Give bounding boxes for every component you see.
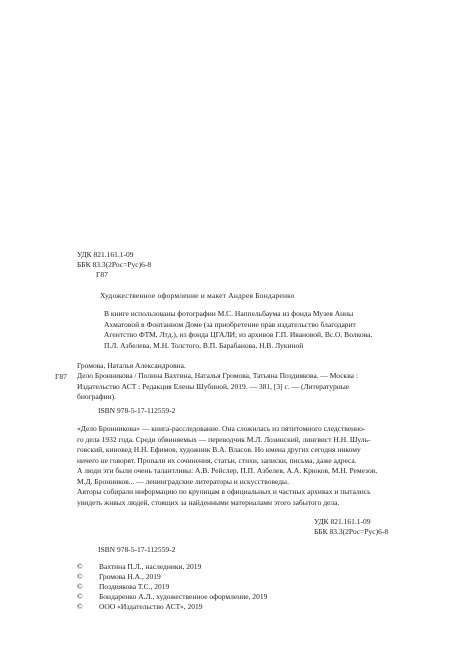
author-heading: Громова, Наталья Александровна.	[77, 361, 186, 370]
copyright-row	[77, 592, 267, 602]
photo-credit-line: Ахматовой в Фонтанном Доме (за приобретение прав издательство благодарит	[104, 319, 356, 329]
copyright-holder: ООО «Издательство АСТ», 2019	[99, 602, 203, 611]
photo-credit-line: Агентство ФТМ, Лтд.), из фонда ЦГАЛИ; из архивов Г.П. Ивановой, Вс.О. Волкова,	[104, 330, 373, 339]
side-author-mark: Г87	[55, 372, 67, 381]
annotation-line: А люди эти были очень талантливы: А.В. Рейслер, П.П. Азбелев, А.А. Крюков, М.Н. Ремезов,	[77, 466, 378, 475]
biblio-line: Дело Бронникова / Полина Вахтина, Наталья Громова, Татьяна Поздиякова. — Москва :	[77, 371, 358, 380]
annotation-line: увидеть живых людей, стоящих за найденными материалами этого забытого дела.	[77, 497, 340, 507]
copyright-holder: Бондаренко А.Л., художественное оформление, 2019	[99, 592, 268, 601]
photo-credit	[104, 309, 372, 351]
copyright-row	[77, 562, 201, 572]
annotation-line: го дела 1932 года. Среди обвиняемых — переводчик М.Л. Лозинский, лингвист Н.Н. Шуль-	[77, 434, 371, 444]
copyright-row	[77, 602, 203, 612]
udk-code: УДК 821.161.1-09	[77, 250, 134, 259]
isbn-top: ISBN 978-5-17-112559-2	[98, 406, 176, 415]
copyright-symbol: ©	[77, 572, 83, 581]
copyright-holder: Поздиякова Т.С., 2019	[99, 582, 170, 591]
photo-credit-line: В книге использованы фотографии М.С. Наппельбаума из фонда Музея Анны	[104, 309, 354, 318]
bbk-code-2: ББК 83.3(2Рос=Рус)6-8	[314, 527, 389, 536]
author-mark: Г87	[96, 270, 108, 279]
design-credit: Художественное оформление и макет Андрея Бондаренко	[100, 291, 295, 300]
annotation-line: Авторы собирали информацию по крупицам в официальных и частных архивах и пытались	[77, 487, 371, 496]
annotation-line: говский, киновед Н.Н. Ефимов, художник В.А. Власов. Но имена других сегодня никому	[77, 445, 361, 454]
copyright-row	[77, 582, 169, 592]
biblio-line: биографии).	[77, 392, 116, 401]
copyright-row	[77, 572, 161, 582]
bibliographic-description	[77, 371, 358, 403]
isbn-bottom: ISBN 978-5-17-112559-2	[98, 545, 176, 554]
udk-code-2: УДК 821.161.1-09	[314, 517, 371, 526]
annotation-line: «Дело Бронникова» — книга-расследование. Она сложилась из пятитомного следственно-	[77, 424, 366, 433]
copyright-symbol: ©	[77, 562, 83, 571]
copyright-symbol: ©	[77, 582, 83, 591]
copyright-symbol: ©	[77, 602, 83, 611]
copyright-holder: Громова Н.А., 2019	[99, 572, 161, 581]
annotation	[77, 424, 377, 508]
copyright-holder: Вахтина П.Л., наследники, 2019	[99, 562, 202, 571]
bbk-code: ББК 83.3(2Рос=Рус)6-8	[77, 260, 152, 269]
photo-credit-line: П.Л. Азбелева, М.Н. Толстого, В.П. Барабанова, Н.В. Лукиной	[104, 340, 304, 350]
biblio-line: Издательство АСТ : Редакция Елены Шубиной, 2019. — 381, [3] с. — (Литературные	[77, 381, 350, 391]
copyright-symbol: ©	[77, 592, 83, 601]
annotation-line: М.Д. Бронников... — ленинградские литераторы и искусствоведы.	[77, 476, 289, 486]
annotation-line: ничего не говорят. Пропали их сочинения, статьи, стихи, записки, письма, даже адреса.	[77, 455, 357, 465]
